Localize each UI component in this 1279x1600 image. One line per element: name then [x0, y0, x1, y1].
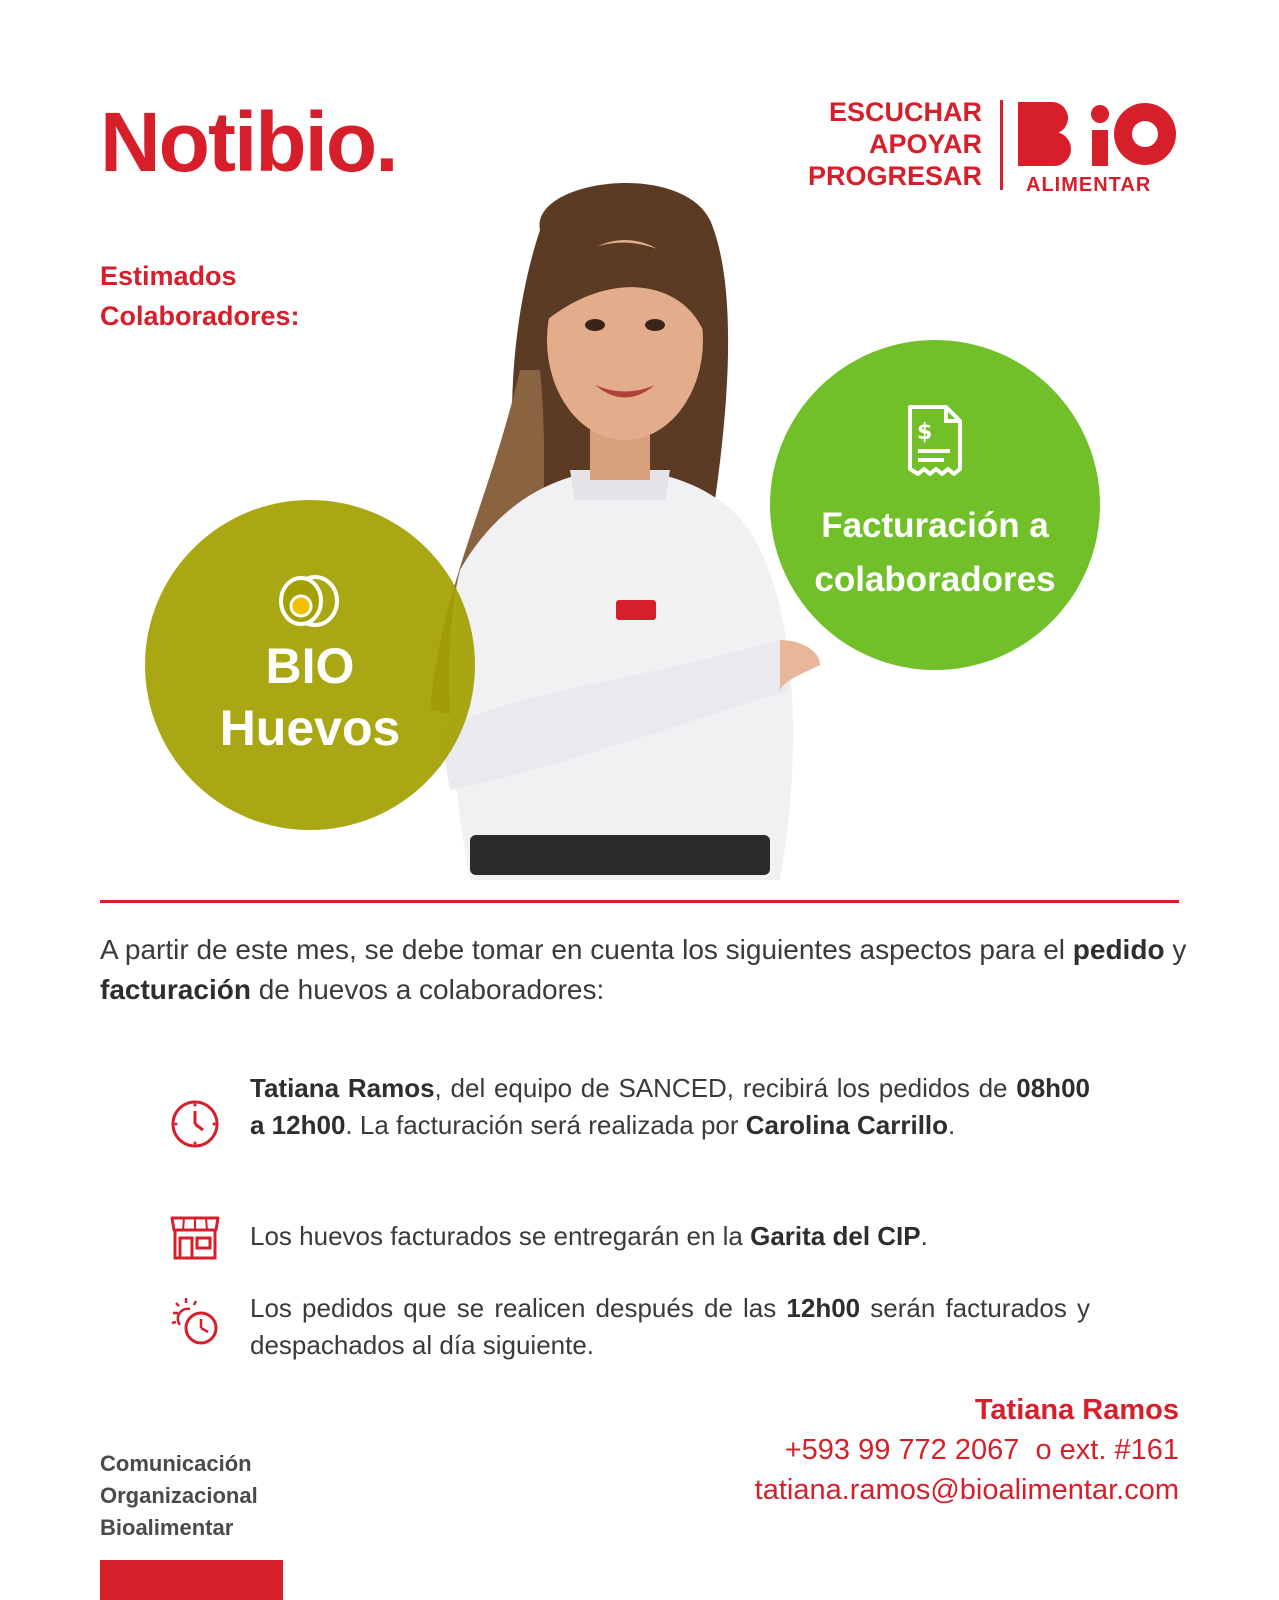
egg-icon [277, 571, 343, 627]
bio-eggs-circle [145, 500, 475, 830]
divider-line [100, 900, 1179, 903]
item-text: . [920, 1221, 928, 1251]
item-order-hours [250, 1070, 1090, 1144]
greeting-line: Estimados [100, 261, 237, 291]
item-text: serán facturados y despachados al día siguiente. [250, 1293, 1090, 1360]
item-text: . [948, 1110, 956, 1140]
eggs-label-line: BIO [265, 638, 355, 694]
intro-bold: pedido [1072, 934, 1165, 965]
slogan-divider [1000, 100, 1003, 190]
billing-label-line: Facturación a [821, 506, 1049, 545]
footer-accent-bar [100, 1560, 283, 1600]
item-delivery-location [250, 1218, 1090, 1255]
sun-clock-icon [168, 1295, 222, 1349]
store-icon [168, 1210, 222, 1264]
billing-circle [770, 340, 1100, 670]
logo-subtitle: ALIMENTAR [1026, 174, 1152, 196]
eggs-label-line: Huevos [219, 700, 401, 756]
footer-line: Comunicación [100, 1451, 252, 1476]
newsletter-title: Notibio. [100, 95, 397, 189]
billing-label-line: colaboradores [814, 560, 1056, 599]
item-bold: 12h00 [786, 1293, 861, 1323]
clock-icon [168, 1097, 222, 1151]
item-text: , del equipo de SANCED, recibirá los pedidos de [434, 1073, 1017, 1103]
slogan-line: APOYAR [868, 129, 982, 159]
intro-text: de huevos a colaboradores: [250, 974, 605, 1005]
item-bold: Tatiana Ramos [250, 1073, 435, 1103]
item-text: Los pedidos que se realicen después de las [250, 1293, 787, 1323]
item-bold: Carolina Carrillo [745, 1110, 949, 1140]
billing-circle-label [814, 499, 1055, 607]
eggs-circle-label [220, 635, 401, 759]
svg-text:$: $ [917, 420, 933, 445]
item-text: . La facturación será realizada por [345, 1110, 746, 1140]
footer-line: Bioalimentar [100, 1515, 234, 1540]
greeting-line: Colaboradores: [100, 301, 300, 331]
item-text: Los huevos facturados se entregarán en la [250, 1221, 751, 1251]
intro-text: y [1164, 934, 1187, 965]
item-late-orders [250, 1290, 1090, 1364]
invoice-icon [904, 403, 966, 479]
item-bold: 08h00 a 12h00 [250, 1073, 1090, 1140]
contact-email[interactable]: tatiana.ramos@bioalimentar.com [754, 1474, 1179, 1506]
intro-bold: facturación [100, 974, 251, 1005]
footer-organization [100, 1448, 258, 1544]
contact-block [755, 1390, 1179, 1510]
footer-line: Organizacional [100, 1483, 258, 1508]
greeting [100, 256, 300, 336]
slogan-line: ESCUCHAR [828, 97, 982, 127]
item-bold: Garita del CIP [750, 1221, 921, 1251]
intro-text: A partir de este mes, se debe tomar en cuenta los siguientes aspectos para el [100, 934, 1073, 965]
slogan-line: PROGRESAR [807, 161, 982, 191]
intro-paragraph [100, 930, 1190, 1010]
contact-name: Tatiana Ramos [974, 1394, 1179, 1426]
contact-phone[interactable]: +593 99 772 2067 o ext. #161 [784, 1434, 1179, 1466]
